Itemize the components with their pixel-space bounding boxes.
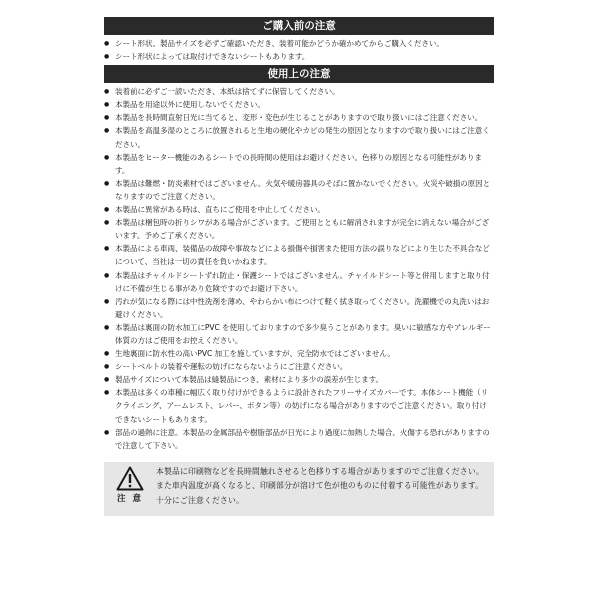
list-item: ● シートベルトの装着や運転の妨げにならないようにご注意ください。	[104, 360, 494, 373]
pre-purchase-header: ご購入前の注意	[104, 17, 494, 35]
list-item: ● 本製品による車両、装備品の故障や事故などによる損傷や損害また使用方法の誤りなどにより生じた不具合などについて、当社は一切の責任を負いかねます。	[104, 242, 494, 268]
warning-icon	[116, 466, 144, 491]
caution-label: 注 意	[117, 493, 143, 504]
list-item: ● 本製品は多くの車種に幅広く取り付けができるように設計されたフリーサイズカバーです。本体シート機能（リクライニング、アームレスト、レバー、ボタン等）の妨げになる場合がありますのでご注意ください。取り付けできないシートもあります。	[104, 386, 494, 425]
usage-header: 使用上の注意	[104, 65, 494, 83]
list-item: ● 本製品は難燃・防炎素材ではございません。火気や暖房器具のそばに置かないでください。火災や破損の原因となりますのでご注意ください。	[104, 177, 494, 203]
notes-sheet	[104, 17, 494, 516]
pre-purchase-list	[104, 35, 494, 65]
list-item: ● 製品サイズについて本製品は縫製品につき、素材により多少の誤差が生じます。	[104, 373, 494, 386]
list-item: ● 汚れが気になる際には中性洗剤を薄め、やわらかい布につけて軽く拭き取ってください。洗濯機での丸洗いはお避けください。	[104, 295, 494, 321]
list-item: ● 本製品は裏面の防水加工にPVC を使用しておりますので多少臭うことがあります。臭いに敏感な方やアレルギー体質の方はご使用をお控えください。	[104, 321, 494, 347]
warning-block	[110, 466, 150, 514]
list-item: ● 本製品を用途以外に使用しないでください。	[104, 98, 494, 111]
list-item: ● 装着前に必ずご一読いただき、本紙は捨てずに保管してください。	[104, 85, 494, 98]
list-item: ● 本製品に異常がある時は、直ちにご使用を中止してください。	[104, 203, 494, 216]
caution-box	[104, 462, 494, 516]
list-item: ● 本製品は梱包時の折りシワがある場合がございます。ご使用とともに解消されますが完全に消えない場合がございます。予めご了承ください。	[104, 216, 494, 242]
list-item: ● 生地裏面に防水性の高いPVC 加工を施していますが、完全防水ではございません。	[104, 347, 494, 360]
list-item: ● 本製品を長時間直射日光に当てると、変形・変色が生じることがありますので取り扱いにはご注意ください。	[104, 111, 494, 124]
list-item: ● 本製品はチャイルドシートずれ防止・保護シートではございません。チャイルドシート等と併用しますと取り付けに不備が生じる事があり危険ですのでお避け下さい。	[104, 269, 494, 295]
list-item: ● シート形状によっては取付けできないシートもあります。	[104, 50, 494, 63]
caution-text: 本製品に印刷物などを長時間触れさせると色移りする場合がありますのでご注意ください。また車内温度が高くなると、印刷部分が溶けて色が他のものに付着する可能性があります。十分にご注意ください。	[156, 466, 484, 505]
list-item: ● シート形状、製品サイズを必ずご確認いただき、装着可能かどうか確かめてからご購入ください。	[104, 37, 494, 50]
list-item: ● 部品の過熱に注意。本製品の金属部品や樹脂部品が日光により過度に加熱した場合、火傷する恐れがありますので注意して下さい。	[104, 426, 494, 452]
list-item: ● 本製品をヒーター機能のあるシートでの長時間の使用はお避けください。色移りの原因となる可能性があります。	[104, 151, 494, 177]
list-item: ● 本製品を高温多湿のところに放置されると生地の硬化やカビの発生の原因となりますので取り扱いにはご注意ください。	[104, 124, 494, 150]
usage-list	[104, 83, 494, 454]
